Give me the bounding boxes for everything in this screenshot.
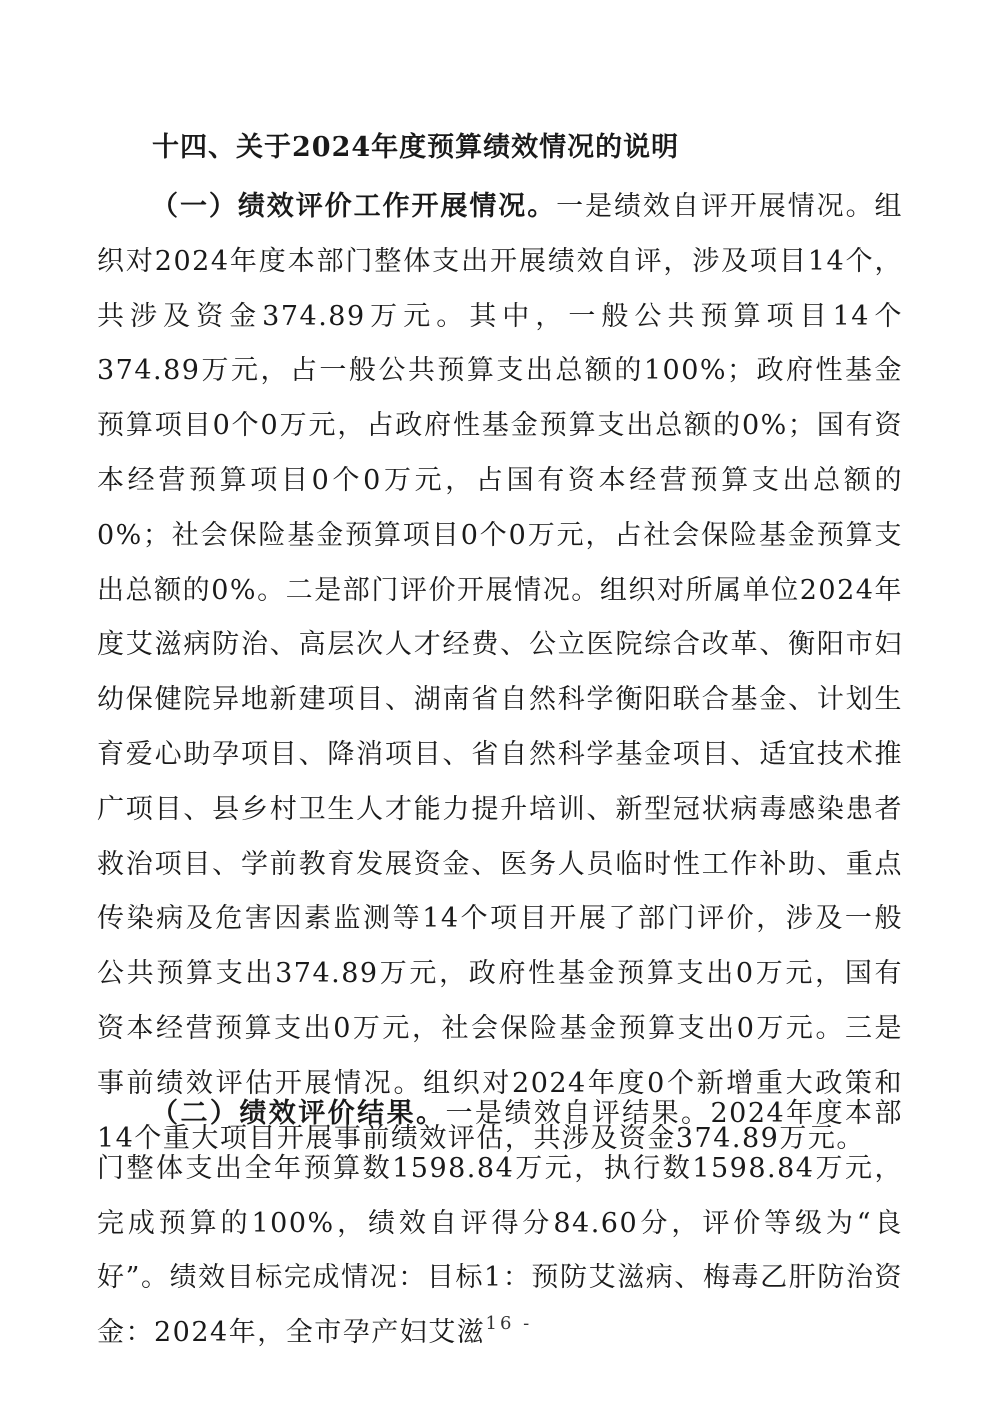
paragraph-body-text: 一是绩效自评结果。2024年度本部门整体支出全年预算数1598.84万元，执行数1598.84万元，完成预算的100%，绩效自评得分84.60分，评价等级为“良好”。绩效目标完成情况：目标1：预防艾滋病、梅毒乙肝防治资金：2024年，全市孕产妇艾滋	[97, 1098, 904, 1349]
section-heading: 十四、关于2024年度预算绩效情况的说明	[152, 132, 680, 163]
page-number: - 16 -	[467, 1313, 533, 1334]
paragraph-lead-heading: （二）绩效评价结果。	[151, 1098, 446, 1129]
paragraph-body-text: 一是绩效自评开展情况。组织对2024年度本部门整体支出开展绩效自评，涉及项目14个，共涉及资金374.89万元。其中，一般公共预算项目14个374.89万元，占一般公共预算支出总额的100%；政府性基金预算项目0个0万元，占政府性基金预算支出总额的0%；国有资本经营预算项目0个0万元，占国有资本经营预算支出总额的0%；社会保险基金预算项目0个0万元，占社会保险基金预算支出总额的0%。二是部门评价开展情况。组织对所属单位2024年度艾滋病防治、高层次人才经费、公立医院综合改革、衡阳市妇幼保健院异地新建项目、湖南省自然科学衡阳联合基金、计划生育爱心助孕项目、降消项目、省自然科学基金项目、适宜技术推广项目、县乡村卫生人才能力提升培训、新型冠状病毒感染患者救治项目、学前教育发展资金、医务人员临时性工作补助、重点传染病及危害因素监测等14个项目开展了部门评价，涉及一般公共预算支出374.89万元，政府性基金预算支出0万元，国有资本经营预算支出0万元，社会保险基金预算支出0万元。三是事前绩效评估开展情况。组织对2024年度0个新增重大政策和14个重大项目开展事前绩效评估，共涉及资金374.89万元。	[97, 191, 904, 1154]
paragraph-performance-evaluation-work	[97, 180, 903, 1166]
paragraph-lead-heading: （一）绩效评价工作开展情况。	[151, 191, 557, 222]
